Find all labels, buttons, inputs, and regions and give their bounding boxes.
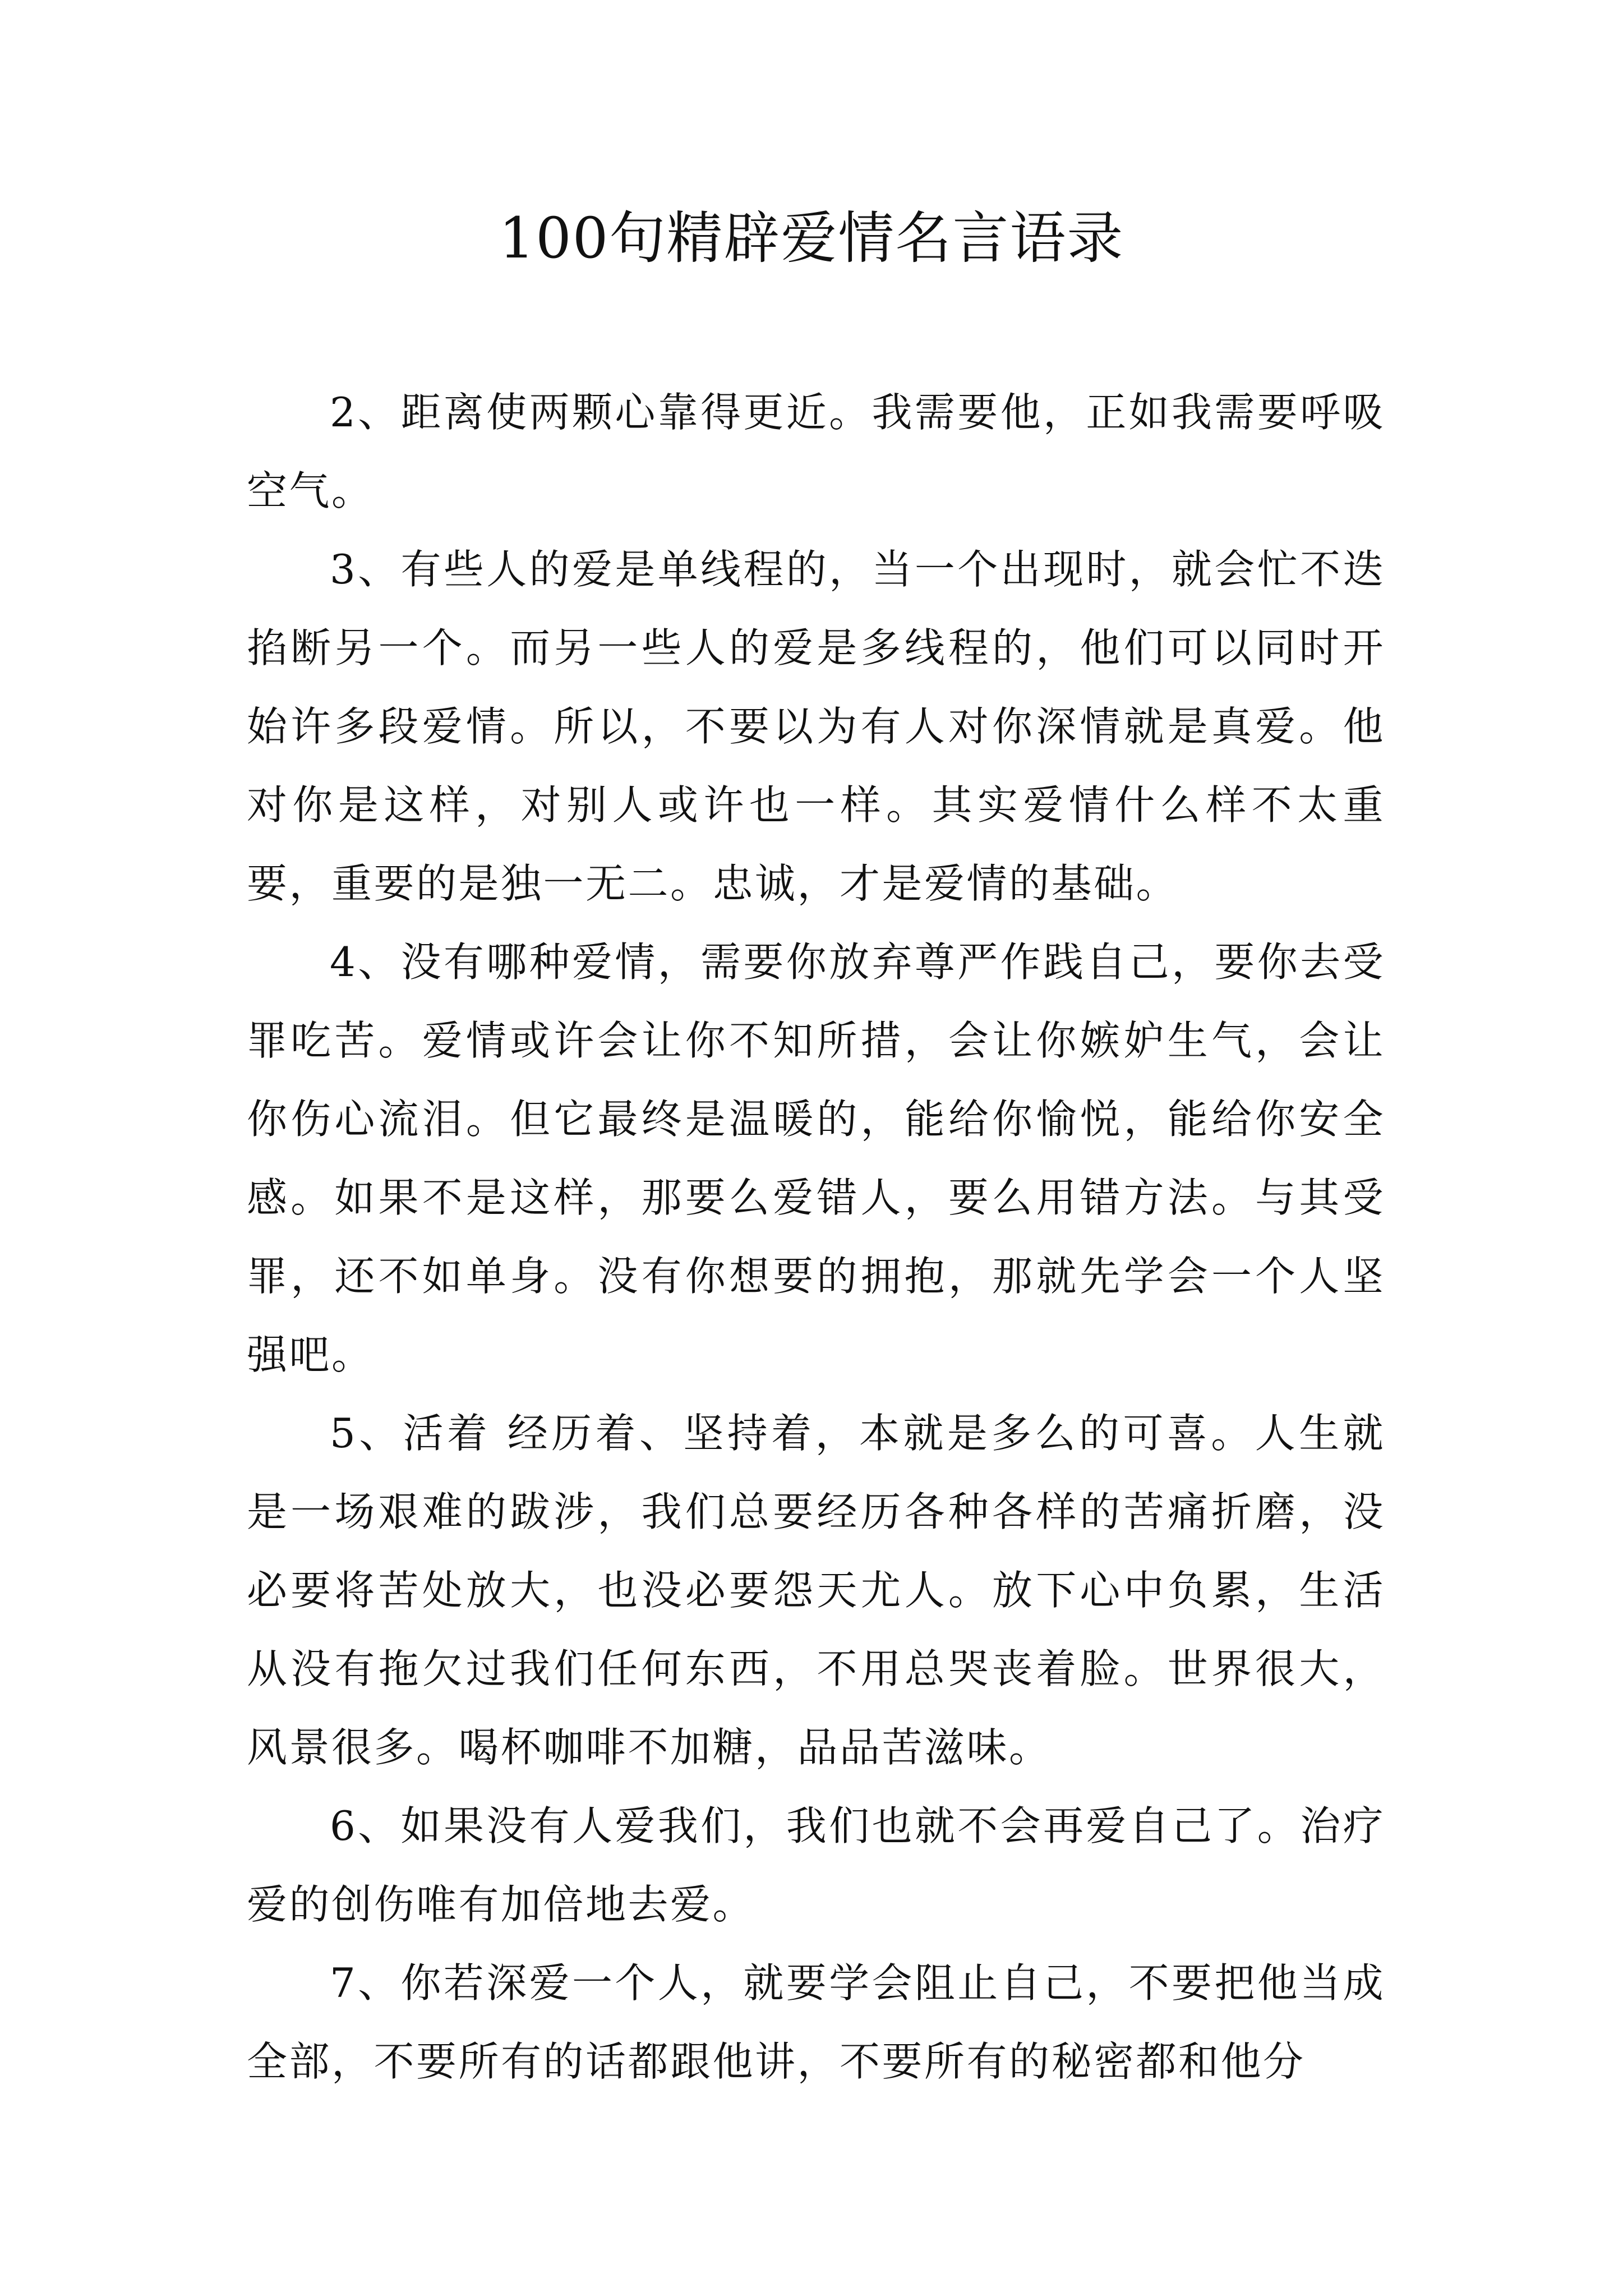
paragraph-7: 7、你若深爱一个人，就要学会阻止自己，不要把他当成全部，不要所有的话都跟他讲，不要所有的秘密都和他分 [247, 1959, 1385, 2085]
document-body [247, 373, 1385, 2101]
paragraph-5: 5、活着 经历着、坚持着，本就是多么的可喜。人生就是一场艰难的跋涉，我们总要经历各种各样的苦痛折磨，没必要将苦处放大，也没必要怨天尤人。放下心中负累，生活从没有拖欠过我们任何东西，不用总哭丧着脸。世界很大，风景很多。喝杯咖啡不加糖，品品苦滋味。 [247, 1410, 1385, 1771]
document-title: 100句精辟爱情名言语录 [499, 205, 1124, 271]
paragraph-2: 2、距离使两颗心靠得更近。我需要他，正如我需要呼吸空气。 [247, 389, 1385, 514]
paragraph-6: 6、如果没有人爱我们，我们也就不会再爱自己了。治疗爱的创伤唯有加倍地去爱。 [247, 1802, 1385, 1928]
paragraph-4: 4、没有哪种爱情，需要你放弃尊严作践自己，要你去受罪吃苦。爱情或许会让你不知所措，会让你嫉妒生气，会让你伤心流泪。但它最终是温暖的，能给你愉悦，能给你安全感。如果不是这样，那要么爱错人，要么用错方法。与其受罪，还不如单身。没有你想要的拥抱，那就先学会一个人坚强吧。 [247, 938, 1385, 1378]
paragraph-3: 3、有些人的爱是单线程的，当一个出现时，就会忙不迭掐断另一个。而另一些人的爱是多线程的，他们可以同时开始许多段爱情。所以，不要以为有人对你深情就是真爱。他对你是这样，对别人或许也一样。其实爱情什么样不太重要，重要的是独一无二。忠诚，才是爱情的基础。 [247, 546, 1385, 907]
